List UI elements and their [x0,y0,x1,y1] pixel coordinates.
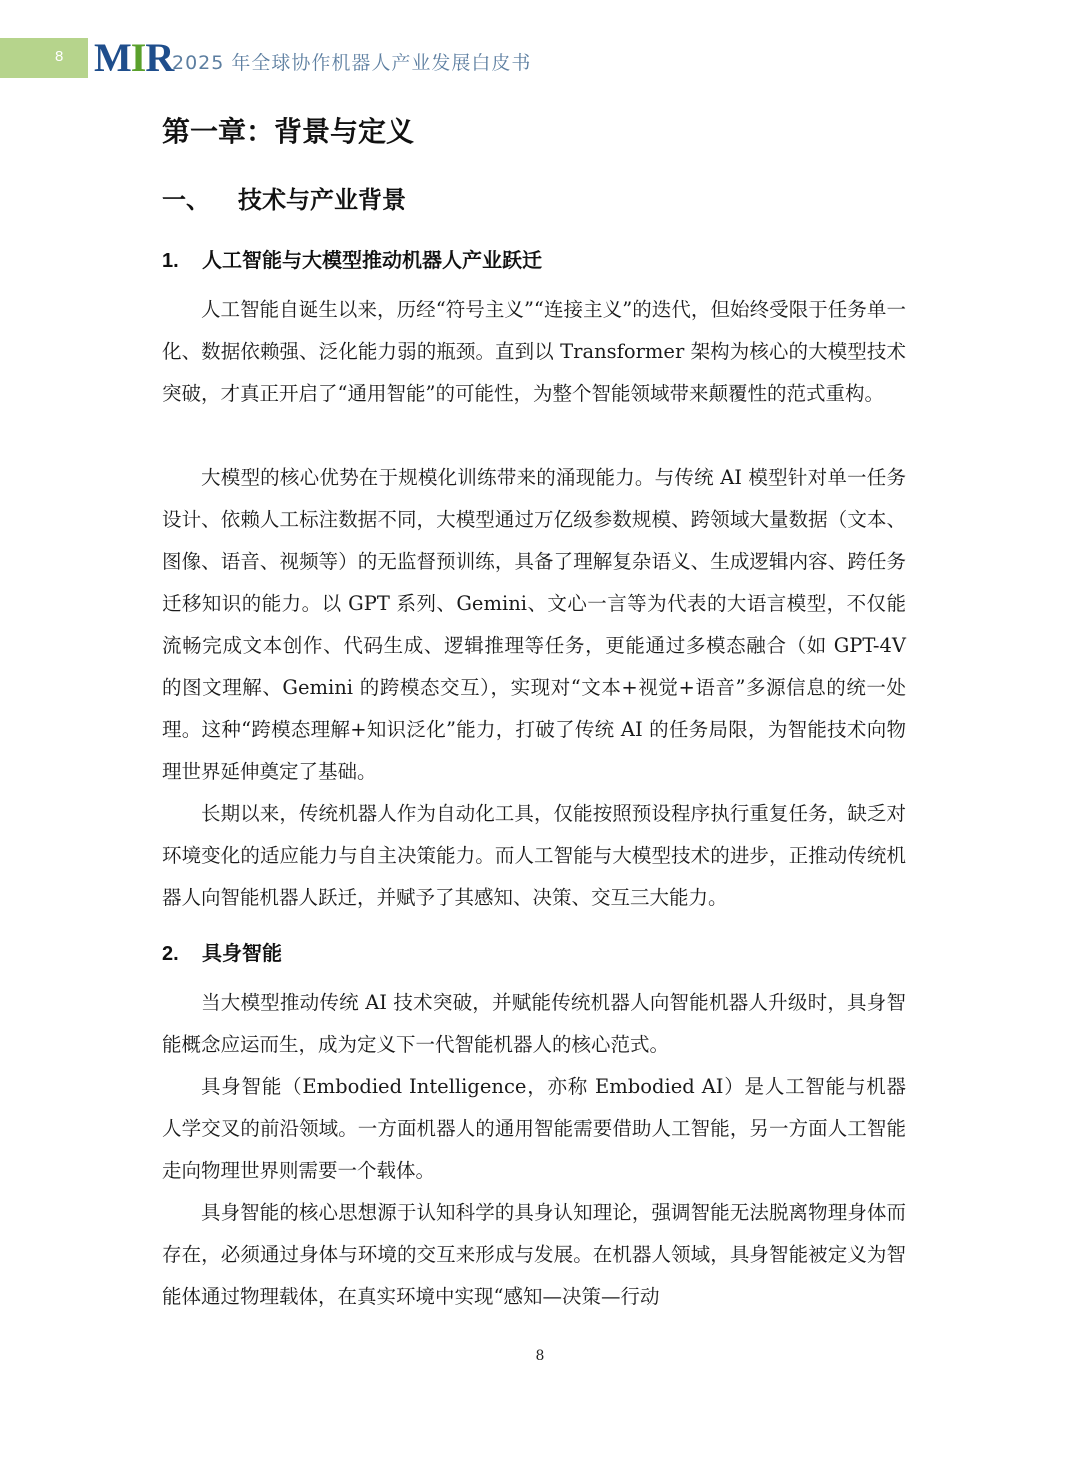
mir-logo [94,34,173,82]
section-number: 一、 [162,185,210,214]
paragraph: 当大模型推动传统 AI 技术突破，并赋能传统机器人向智能机器人升级时，具身智能概念应运而生，成为定义下一代智能机器人的核心范式。 [162,991,906,1056]
subsection-heading-1 [162,244,542,273]
subsection-title: 人工智能与大模型推动机器人产业跃迁 [202,248,542,272]
logo-letter-m: M [94,35,131,80]
paragraph: 具身智能的核心思想源于认知科学的具身认知理论，强调智能无法脱离物理身体而存在，必须通过身体与环境的交互来形成与发展。在机器人领域，具身智能被定义为智能体通过物理载体，在真实环境中实现“感知—决策—行动 [162,1201,906,1308]
chapter-title: 第一章：背景与定义 [162,115,415,148]
header-page-number: 8 [55,48,64,65]
paragraph: 大模型的核心优势在于规模化训练带来的涌现能力。与传统 AI 模型针对单一任务设计、依赖人工标注数据不同，大模型通过万亿级参数规模、跨领域大量数据（文本、图像、语音、视频等）的无监督预训练，具备了理解复杂语义、生成逻辑内容、跨任务迁移知识的能力。以 GPT 系列、Gemini、文心一言等为代表的大语言模型，不仅能流畅完成文本创作、代码生成、逻辑推理等任务，更能通过多模态融合（如 GPT-4V 的图文理解、Gemini 的跨模态交互），实现对“文本+视觉+语音”多源信息的统一处理。这种“跨模态理解+知识泛化”能力，打破了传统 AI 的任务局限，为智能技术向物理世界延伸奠定了基础。 [162,466,906,783]
document-header-title: 2025 年全球协作机器人产业发展白皮书 [172,52,532,74]
paragraph: 人工智能自诞生以来，历经“符号主义”“连接主义”的迭代，但始终受限于任务单一化、数据依赖强、泛化能力弱的瓶颈。直到以 Transformer 架构为核心的大模型技术突破，才真正开启了“通用智能”的可能性，为整个智能领域带来颠覆性的范式重构。 [162,298,906,405]
paragraph: 具身智能（Embodied Intelligence，亦称 Embodied AI）是人工智能与机器人学交叉的前沿领域。一方面机器人的通用智能需要借助人工智能，另一方面人工智能走向物理世界则需要一个载体。 [162,1075,906,1182]
section-heading [162,180,406,215]
subsection-number: 1. [162,250,179,272]
logo-letter-r: R [145,35,174,80]
subsection-number: 2. [162,943,179,965]
section-title: 技术与产业背景 [238,185,406,214]
paragraph: 长期以来，传统机器人作为自动化工具，仅能按照预设程序执行重复任务，缺乏对环境变化的适应能力与自主决策能力。而人工智能与大模型技术的进步，正推动传统机器人向智能机器人跃迁，并赋予了其感知、决策、交互三大能力。 [162,802,906,909]
header-color-band [0,38,88,78]
logo-letter-i: I [130,35,146,80]
footer-page-number: 8 [535,1348,545,1364]
subsection-title: 具身智能 [202,941,282,965]
subsection-heading-2 [162,937,282,966]
